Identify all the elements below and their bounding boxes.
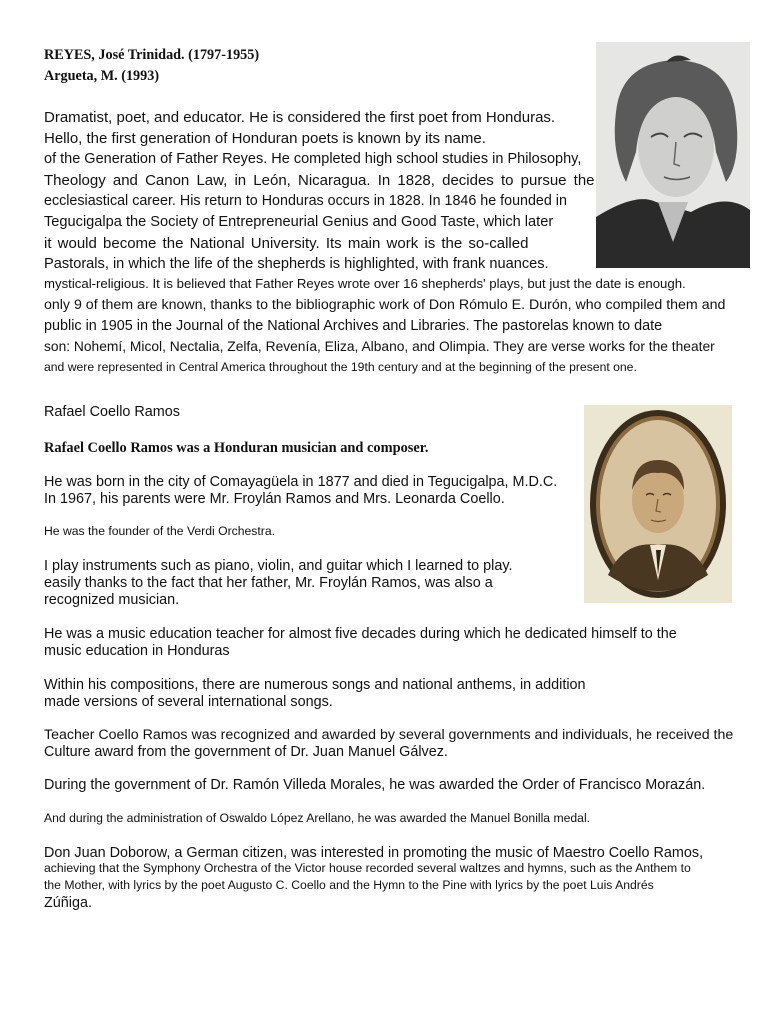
coello-portrait bbox=[584, 405, 732, 603]
coello-text-line: And during the administration of Oswaldo López Arellano, he was awarded the Manuel Bonilla medal. bbox=[44, 811, 591, 825]
coello-text-line: During the government of Dr. Ramón Villeda Morales, he was awarded the Order of Francisco Morazán. bbox=[44, 777, 706, 793]
entry-source: Argueta, M. (1993) bbox=[44, 68, 160, 84]
coello-text-line: recognized musician. bbox=[44, 592, 180, 608]
coello-text-line: the Mother, with lyrics by the poet Augusto C. Coello and the Hymn to the Pine with lyrics by the poet Luis Andrés bbox=[44, 878, 654, 892]
reyes-text-line: only 9 of them are known, thanks to the bibliographic work of Don Rómulo E. Durón, who compiled them and bbox=[44, 297, 726, 313]
coello-text-line: Culture award from the government of Dr. Juan Manuel Gálvez. bbox=[44, 744, 448, 760]
reyes-text-line: ecclesiastical career. His return to Honduras occurs in 1828. In 1846 he founded in bbox=[44, 193, 567, 209]
entry-title: REYES, José Trinidad. (1797-1955) bbox=[44, 47, 260, 63]
reyes-text-line: Dramatist, poet, and educator. He is considered the first poet from Honduras. bbox=[44, 109, 556, 126]
reyes-text-line: Theology and Canon Law, in León, Nicaragua. In 1828, decides to pursue the bbox=[44, 172, 595, 189]
section-title: Rafael Coello Ramos bbox=[44, 404, 180, 420]
reyes-text-line: public in 1905 in the Journal of the National Archives and Libraries. The pastorelas known to date bbox=[44, 318, 663, 334]
coello-text-line: Zúñiga. bbox=[44, 895, 92, 911]
reyes-text-line: son: Nohemí, Micol, Nectalia, Zelfa, Revenía, Eliza, Albano, and Olimpia. They are verse works for the theater bbox=[44, 339, 715, 354]
reyes-text-line: of the Generation of Father Reyes. He completed high school studies in Philosophy, bbox=[44, 151, 582, 167]
coello-text-line: achieving that the Symphony Orchestra of the Victor house recorded several waltzes and hymns, such as the Anthem to bbox=[44, 861, 691, 875]
coello-text-line: made versions of several international songs. bbox=[44, 694, 333, 710]
coello-text-line: Teacher Coello Ramos was recognized and awarded by several governments and individuals, he received the bbox=[44, 727, 734, 743]
reyes-text-line: Hello, the first generation of Honduran poets is known by its name. bbox=[44, 130, 486, 147]
reyes-portrait bbox=[596, 42, 750, 268]
coello-text-line: I play instruments such as piano, violin, and guitar which I learned to play. bbox=[44, 558, 513, 574]
coello-text-line: In 1967, his parents were Mr. Froylán Ramos and Mrs. Leonarda Coello. bbox=[44, 491, 505, 507]
coello-text-line: He was the founder of the Verdi Orchestra. bbox=[44, 524, 276, 538]
reyes-text-line: and were represented in Central America throughout the 19th century and at the beginning of the present one. bbox=[44, 360, 637, 374]
coello-text-line: Don Juan Doborow, a German citizen, was interested in promoting the music of Maestro Coello Ramos, bbox=[44, 845, 704, 861]
coello-text-line: music education in Honduras bbox=[44, 643, 230, 659]
coello-text-line: He was a music education teacher for almost five decades during which he dedicated himself to the bbox=[44, 626, 677, 642]
reyes-text-line: mystical-religious. It is believed that Father Reyes wrote over 16 shepherds' plays, but just the date is enough. bbox=[44, 276, 686, 291]
reyes-text-line: it would become the National University. Its main work is the so-called bbox=[44, 235, 529, 252]
reyes-text-line: Pastorals, in which the life of the shepherds is highlighted, with frank nuances. bbox=[44, 256, 549, 272]
coello-intro: Rafael Coello Ramos was a Honduran musician and composer. bbox=[44, 440, 429, 456]
coello-text-line: He was born in the city of Comayagüela in 1877 and died in Tegucigalpa, M.D.C. bbox=[44, 474, 558, 490]
coello-text-line: easily thanks to the fact that her father, Mr. Froylán Ramos, was also a bbox=[44, 575, 493, 591]
reyes-text-line: Tegucigalpa the Society of Entrepreneurial Genius and Good Taste, which later bbox=[44, 214, 554, 230]
coello-text-line: Within his compositions, there are numerous songs and national anthems, in addition bbox=[44, 677, 586, 693]
